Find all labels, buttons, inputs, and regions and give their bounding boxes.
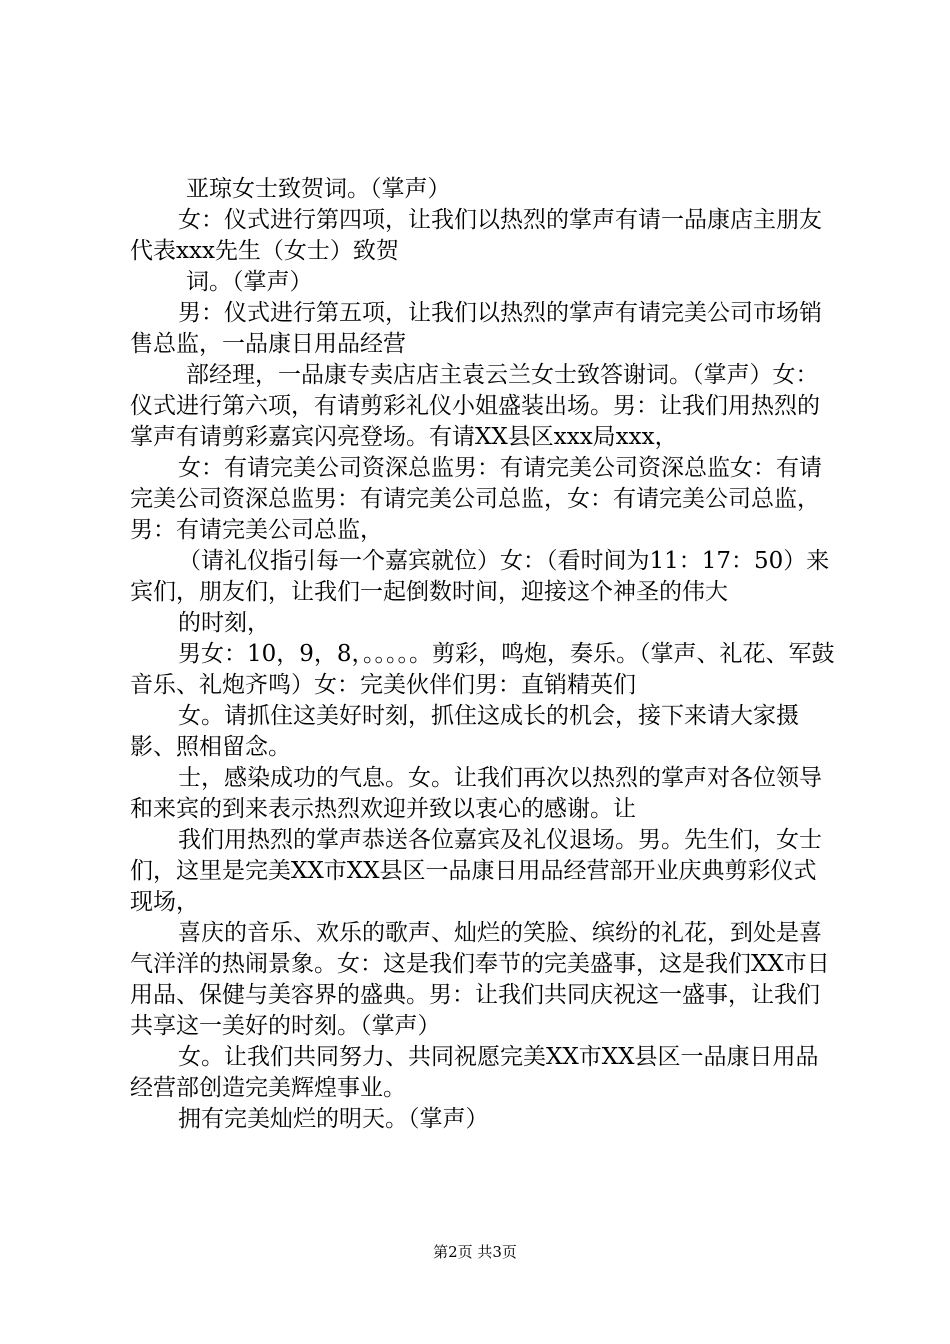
paragraph-7: （请礼仪指引每一个嘉宾就位）女：（看时间为11：17：50）来宾们，朋友们，让我们一起倒数时间，迎接这个神圣的伟大 [130, 548, 830, 605]
page-footer [0, 1242, 950, 1262]
paragraph-10: 女。请抓住这美好时刻，抓住这成长的机会，接下来请大家摄影、照相留念。 [130, 703, 799, 760]
paragraph-14: 女。让我们共同努力、共同祝愿完美XX市XX县区一品康日用品经营部创造完美辉煌事业。 [130, 1044, 819, 1101]
paragraph-13: 喜庆的音乐、欢乐的歌声、灿烂的笑脸、缤纷的礼花，到处是喜气洋洋的热闹景象。女：这是我们奉节的完美盛事，这是我们XX市日用品、保健与美容界的盛典。男：让我们共同庆祝这一盛事，让我们共享这一美好的时刻。（掌声） [130, 920, 830, 1039]
paragraph-2: 女：仪式进行第四项，让我们以热烈的掌声有请一品康店主朋友代表xxx先生（女士）致贺 [130, 207, 822, 264]
paragraph-8: 的时刻， [178, 610, 270, 636]
document-body [130, 174, 835, 1135]
paragraph-9: 男女：10，9，8，。。。。。剪彩，鸣炮，奏乐。（掌声、礼花、军鼓音乐、礼炮齐鸣）女：完美伙伴们男：直销精英们 [130, 641, 835, 698]
paragraph-15: 拥有完美灿烂的明天。（掌声） [178, 1106, 489, 1132]
paragraph-11: 士，感染成功的气息。女。让我们再次以热烈的掌声对各位领导和来宾的到来表示热烈欢迎并致以衷心的感谢。让 [130, 765, 822, 822]
paragraph-1: 亚琼女士致贺词。（掌声） [186, 176, 451, 202]
paragraph-12: 我们用热烈的掌声恭送各位嘉宾及礼仪退场。男。先生们，女士们，这里是完美XX市XX县区一品康日用品经营部开业庆典剪彩仪式现场， [130, 827, 822, 915]
paragraph-6: 女：有请完美公司资深总监男：有请完美公司资深总监女：有请完美公司资深总监男：有请完美公司总监，女：有请完美公司总监，男：有请完美公司总监， [130, 455, 822, 543]
paragraph-5: 部经理，一品康专卖店店主袁云兰女士致答谢词。（掌声）女：仪式进行第六项，有请剪彩礼仪小姐盛装出场。男：让我们用热烈的掌声有请剪彩嘉宾闪亮登场。有请XX县区xxx局xxx， [130, 362, 820, 450]
page-number-label: 第2页 共3页 [433, 1243, 517, 1261]
paragraph-4: 男：仪式进行第五项，让我们以热烈的掌声有请完美公司市场销售总监，一品康日用品经营 [130, 300, 822, 357]
paragraph-3: 词。（掌声） [186, 269, 313, 295]
